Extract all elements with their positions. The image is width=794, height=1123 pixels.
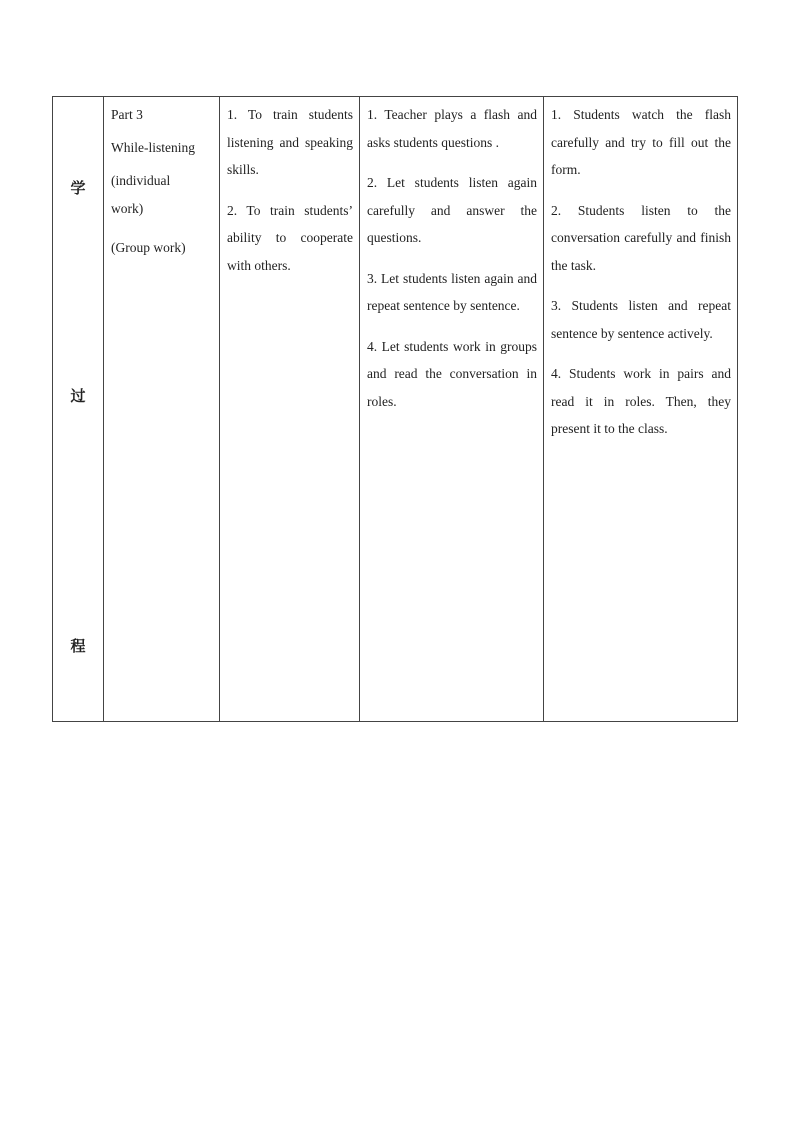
student-activity-item: 1. Students watch the flash carefully and try to fill out the form. — [551, 107, 731, 177]
teacher-activity-item: 4. Let students work in groups and read the conversation in roles. — [367, 338, 537, 409]
teacher-activity-item: 1. Teacher plays a flash and asks students questions . — [367, 107, 537, 150]
student-activity-item: 2. Students listen to the conversation carefully and finish the task. — [551, 202, 731, 273]
section-label-char: 程 — [70, 637, 86, 655]
lesson-plan-table — [52, 96, 738, 722]
section-label-cell — [53, 97, 104, 722]
aim-item: 1. To train students listening and speaking skills. — [227, 107, 353, 177]
part-mode-group: (Group work) — [111, 240, 186, 255]
teacher-activities-cell — [360, 97, 544, 722]
part-stage: While-listening — [111, 139, 195, 155]
table-row — [53, 97, 738, 722]
student-activities-cell — [544, 97, 738, 722]
student-activity-item: 4. Students work in pairs and read it in roles. Then, they present it to the class. — [551, 366, 731, 436]
aims-cell — [220, 97, 360, 722]
aim-item: 2. To train students’ ability to cooperate with others. — [227, 202, 353, 273]
part-title: Part 3 — [111, 107, 143, 122]
part-mode-individual: (individual work) — [111, 173, 171, 216]
section-label-char: 学 — [70, 179, 86, 197]
section-label-char: 过 — [70, 387, 86, 405]
teacher-activity-item: 2. Let students listen again carefully and answer the questions. — [367, 175, 537, 245]
part-cell — [104, 97, 220, 722]
teacher-activity-item: 3. Let students listen again and repeat sentence by sentence. — [367, 270, 537, 313]
student-activity-item: 3. Students listen and repeat sentence by sentence actively. — [551, 298, 731, 341]
